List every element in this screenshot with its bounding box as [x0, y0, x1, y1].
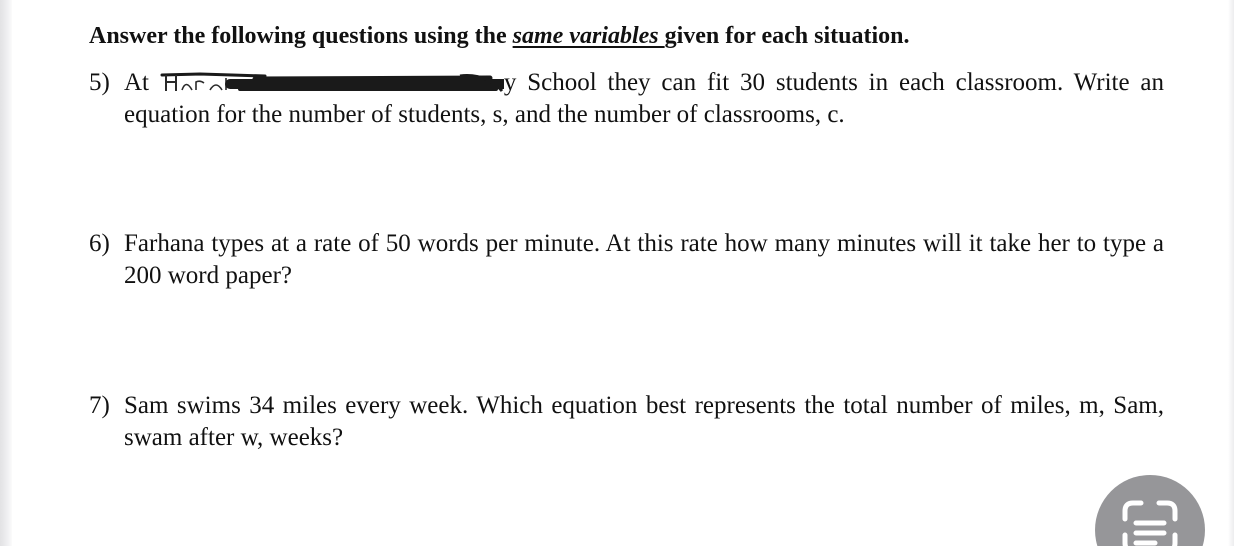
instructions-heading [89, 20, 910, 52]
instructions-emphasis: same variables [512, 23, 665, 49]
question-number: 6) [89, 230, 110, 257]
question-5 [89, 67, 1164, 131]
question-text [124, 67, 1164, 131]
question-text-start: At [124, 69, 160, 96]
live-text-scan-icon [1095, 475, 1205, 546]
question-number: 5) [89, 69, 110, 96]
question-number: 7) [89, 392, 110, 419]
question-text: Farhana types at a rate of 50 words per minute. At this rate how many minutes will it take her to type a 200 word paper? [124, 230, 1164, 289]
question-7 [89, 390, 1164, 454]
live-text-scan-button[interactable] [1095, 475, 1205, 546]
instructions-text-end: given for each situation. [664, 23, 910, 49]
question-6 [89, 228, 1164, 292]
redaction-scribble [160, 70, 504, 92]
question-text: Sam swims 34 miles every week. Which equation best represents the total number of miles, m, Sam, swam after w, weeks? [124, 392, 1164, 451]
question-text-end: y School they can fit 30 students in each classroom. Write an equation for the number of students, s, and the number of classrooms, c. [124, 69, 1165, 128]
instructions-text-start: Answer the following questions using the [89, 23, 513, 49]
